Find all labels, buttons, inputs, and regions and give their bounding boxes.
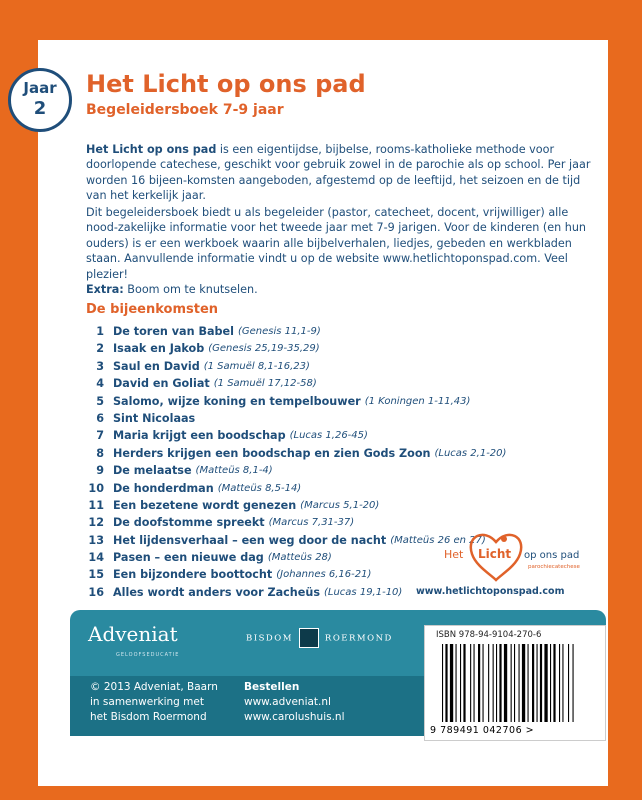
barcode-bar <box>537 644 538 722</box>
barcode-bar <box>559 644 560 722</box>
barcode-bar <box>493 644 494 722</box>
website-link[interactable]: www.hetlichtoponspad.com <box>416 586 565 597</box>
session-reference: (1 Koningen 1-11,43) <box>364 395 471 407</box>
extra-text: Boom om te knutselen. <box>123 283 258 297</box>
adveniat-tagline: GELOOFSEDUCATIE <box>116 652 180 658</box>
session-title: De doofstomme spreekt <box>113 516 265 530</box>
barcode-bar <box>456 644 457 722</box>
barcode-bar <box>488 644 489 722</box>
bisdom-logo <box>246 628 393 648</box>
barcode-bar <box>528 644 529 722</box>
session-number: 1 <box>96 325 104 338</box>
intro-paragraph <box>86 142 596 204</box>
logo-rest: op ons pad <box>524 550 580 561</box>
order-link[interactable]: www.adveniat.nl <box>244 696 331 708</box>
session-reference: (Matteüs 8,1-4) <box>195 465 273 477</box>
session-title: De toren van Babel <box>113 325 234 338</box>
barcode-bar <box>568 644 569 722</box>
book-title: Het Licht op ons pad <box>86 70 366 98</box>
session-number: 11 <box>88 498 104 512</box>
session-reference: (Marcus 7,31-37) <box>268 517 355 529</box>
second-text: Dit begeleidersboek biedt u als begeleider (pastor, catecheet, docent, vrijwilliger) alle nood-zakelijke informatie voor het tweede jaar met 7-9 jarigen. Voor de kinderen (en hun ouders) is er een werkboek waarin alle bijbelverhalen, liedjes, gebeden en werkbladen staan. Aanvullende informatie vindt u op de website www.hetlichtoponspad.com. Veel plezier! <box>86 206 587 281</box>
barcode-bar <box>544 644 547 722</box>
year-badge-number: 2 <box>33 98 47 119</box>
licht-logo <box>444 528 594 588</box>
session-row <box>84 340 524 357</box>
session-reference: (Lucas 2,1-20) <box>434 447 507 459</box>
session-title: Maria krijgt een boodschap <box>113 429 286 443</box>
session-title: De honderdman <box>113 481 214 495</box>
session-reference: (Matteüs 28) <box>267 552 332 564</box>
session-number: 15 <box>88 568 104 582</box>
copyright-block <box>90 680 218 725</box>
session-reference: (Matteüs 26 en 27) <box>390 534 486 546</box>
logo-licht: Licht <box>478 547 512 561</box>
session-title: Het lijdensverhaal – een weg door de nacht <box>113 533 387 547</box>
barcode-bar <box>445 644 447 722</box>
year-badge <box>8 68 72 132</box>
light-dot-icon <box>501 536 507 542</box>
order-label: Bestellen <box>244 681 300 693</box>
session-reference: (Marcus 5,1-20) <box>300 499 380 511</box>
session-number: 7 <box>96 429 104 443</box>
session-reference: (1 Samuël 8,1-16,23) <box>203 360 310 372</box>
barcode-bar <box>504 644 507 722</box>
intro-text: is een eigentijdse, bijbelse, rooms-katholieke methode voor doorlopende catechese, geschikt voor gebruik zowel in de parochie als op school. Per jaar worden 16 bijeen-komsten aangeboden, afgestemd op de leeftijd, het seizoen en de tijd van het kerkelijk jaar. <box>86 143 591 203</box>
session-title: De melaatse <box>113 464 192 478</box>
session-row <box>84 445 524 462</box>
bisdom-right: ROERMOND <box>324 633 393 644</box>
barcode-bar <box>460 644 461 722</box>
barcode-bar <box>478 644 480 722</box>
session-title: Een bezetene wordt genezen <box>113 498 297 512</box>
barcode-bar <box>470 644 471 722</box>
session-row <box>84 480 524 497</box>
session-row <box>84 393 524 410</box>
barcode-bar <box>514 644 515 722</box>
session-title: Pasen – een nieuwe dag <box>113 551 264 565</box>
session-reference: (Genesis 25,19-35,29) <box>208 343 320 355</box>
session-number: 4 <box>96 377 104 391</box>
barcode-bar <box>499 644 501 722</box>
session-title: Alles wordt anders voor Zacheüs <box>113 585 320 599</box>
session-number: 5 <box>96 394 104 408</box>
sessions-heading: De bijeenkomsten <box>86 302 219 317</box>
session-reference: (Lucas 19,1-10) <box>324 586 403 598</box>
barcode <box>438 644 594 724</box>
barcode-number: 9 789491 042706 > <box>430 725 535 736</box>
session-title: Saul en David <box>113 359 200 373</box>
logo-het: Het <box>444 548 464 561</box>
session-title: David en Goliat <box>113 377 210 391</box>
session-number: 13 <box>88 533 104 547</box>
session-row <box>84 410 524 427</box>
barcode-bar <box>442 644 443 722</box>
session-number: 16 <box>88 585 104 599</box>
barcode-bar <box>519 644 520 722</box>
copyright-line: in samenwerking met <box>90 696 204 708</box>
session-row <box>84 323 524 340</box>
session-row <box>84 358 524 375</box>
barcode-bar <box>474 644 475 722</box>
barcode-bar <box>496 644 497 722</box>
barcode-bar <box>463 644 465 722</box>
session-reference: (Genesis 11,1-9) <box>237 326 321 337</box>
copyright-line: © 2013 Adveniat, Baarn <box>90 681 218 693</box>
session-number: 6 <box>96 411 104 425</box>
session-row <box>84 427 524 444</box>
order-link[interactable]: www.carolushuis.nl <box>244 711 345 723</box>
session-number: 9 <box>96 464 104 478</box>
barcode-bar <box>450 644 453 722</box>
session-number: 8 <box>96 446 104 460</box>
session-title: Een bijzondere boottocht <box>113 568 273 582</box>
session-title: Salomo, wijze koning en tempelbouwer <box>113 394 361 408</box>
year-badge-label: Jaar <box>23 79 57 97</box>
logo-tag: parochiecatechese <box>528 564 580 570</box>
isbn: ISBN 978-94-9104-270-6 <box>436 630 542 640</box>
barcode-bar <box>532 644 534 722</box>
session-number: 12 <box>88 516 104 530</box>
barcode-bar <box>553 644 555 722</box>
order-block <box>244 680 345 725</box>
session-row <box>84 375 524 392</box>
barcode-bar <box>550 644 551 722</box>
bisdom-left: BISDOM <box>246 633 293 644</box>
session-reference: (1 Samuël 17,12-58) <box>213 378 317 390</box>
session-number: 14 <box>88 551 104 565</box>
barcode-bar <box>522 644 525 722</box>
session-reference: (Johannes 6,16-21) <box>276 569 372 581</box>
session-title: Herders krijgen een boodschap en zien Gods Zoon <box>113 446 431 460</box>
book-subtitle: Begeleidersboek 7-9 jaar <box>86 102 284 118</box>
crest-icon <box>299 628 319 648</box>
session-title: Isaak en Jakob <box>113 342 205 356</box>
intro-bold: Het Licht op ons pad <box>86 143 217 156</box>
second-paragraph <box>86 205 596 297</box>
session-row <box>84 462 524 479</box>
session-reference: (Lucas 1,26-45) <box>289 430 368 442</box>
barcode-bar <box>511 644 512 722</box>
adveniat-logo: Adveniat <box>88 622 178 646</box>
session-number: 2 <box>96 342 104 356</box>
copyright-line: het Bisdom Roermond <box>90 711 207 723</box>
session-row <box>84 497 524 514</box>
barcode-bar <box>540 644 542 722</box>
session-reference: (Matteüs 8,5-14) <box>217 482 302 494</box>
session-number: 10 <box>88 481 104 495</box>
barcode-bar <box>483 644 484 722</box>
barcode-bar <box>573 644 574 722</box>
session-number: 3 <box>96 359 104 373</box>
session-title: Sint Nicolaas <box>113 411 196 425</box>
extra-label: Extra: <box>86 283 124 297</box>
barcode-bar <box>562 644 563 722</box>
